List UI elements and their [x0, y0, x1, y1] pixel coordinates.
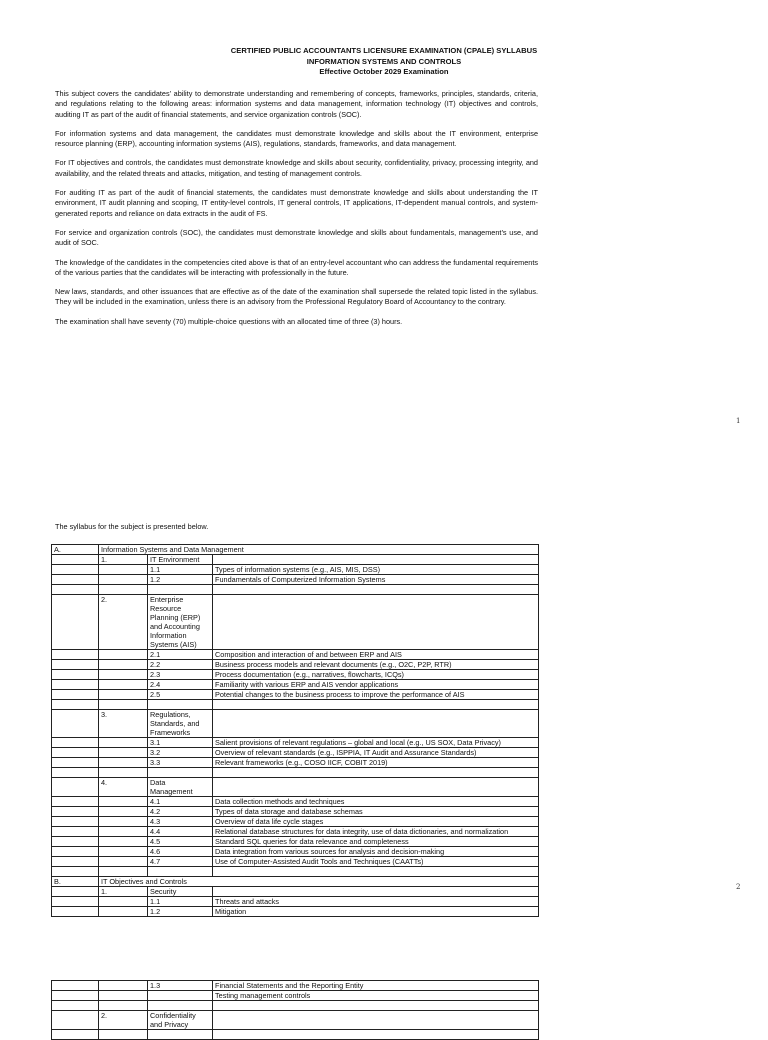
table-cell: IT Objectives and Controls: [99, 877, 539, 887]
table-cell: [52, 710, 99, 738]
table-row: [52, 545, 539, 555]
table-row: [52, 1001, 539, 1011]
table-row: [52, 1030, 539, 1040]
table-cell: [148, 1030, 213, 1040]
table-cell: 2.: [99, 1011, 148, 1030]
table-cell: [52, 807, 99, 817]
table-cell: [52, 555, 99, 565]
intro-paragraph: This subject covers the candidates’ ability to demonstrate understanding and remembering of concepts, frameworks, principles, standards, criteria, and regulations relating to the following areas: information systems and data management, information technology (IT) objectives and controls, auditing IT as part of the audit of financial statements, and service organization controls (SOC).: [55, 89, 538, 119]
table-cell: [52, 827, 99, 837]
table-cell: [148, 867, 213, 877]
table-cell: [213, 1001, 539, 1011]
table-cell: [99, 768, 148, 778]
table-cell: [52, 748, 99, 758]
table-cell: A.: [52, 545, 99, 555]
document-header: [0, 46, 768, 78]
table-cell: [99, 565, 148, 575]
table-cell: [99, 585, 148, 595]
table-row: [52, 817, 539, 827]
table-cell: [52, 778, 99, 797]
table-cell: Relevant frameworks (e.g., COSO IICF, COBIT 2019): [213, 758, 539, 768]
table-row: [52, 710, 539, 738]
table-row: [52, 595, 539, 650]
table-row: [52, 768, 539, 778]
table-cell: [99, 1001, 148, 1011]
table-row: [52, 991, 539, 1001]
table-cell: Use of Computer-Assisted Audit Tools and Techniques (CAATTs): [213, 857, 539, 867]
table-cell: [99, 827, 148, 837]
table-cell: [148, 768, 213, 778]
table-cell: [99, 907, 148, 917]
table-cell: [213, 710, 539, 738]
table-row: [52, 847, 539, 857]
table-cell: [99, 867, 148, 877]
table-row: [52, 797, 539, 807]
table-cell: Information Systems and Data Management: [99, 545, 539, 555]
table-cell: [99, 797, 148, 807]
table-cell: [213, 555, 539, 565]
table-row: [52, 758, 539, 768]
table-cell: [52, 595, 99, 650]
table-cell: [99, 1030, 148, 1040]
table-cell: Composition and interaction of and between ERP and AIS: [213, 650, 539, 660]
intro-paragraph: The knowledge of the candidates in the competencies cited above is that of an entry-level accountant who can address the fundamental requirements of the various parties that the candidates will be interacting with professionally in the future.: [55, 257, 538, 277]
table-cell: [52, 660, 99, 670]
table-cell: [99, 981, 148, 991]
table-cell: 2.: [99, 595, 148, 650]
table-row: [52, 690, 539, 700]
table-cell: 4.3: [148, 817, 213, 827]
table-cell: [52, 837, 99, 847]
table-cell: 3.2: [148, 748, 213, 758]
intro-section: [55, 89, 538, 336]
table-cell: 4.5: [148, 837, 213, 847]
table-cell: 4.: [99, 778, 148, 797]
table-cell: Regulations, Standards, and Frameworks: [148, 710, 213, 738]
table-cell: Data Management: [148, 778, 213, 797]
table-cell: 4.1: [148, 797, 213, 807]
table-cell: [52, 907, 99, 917]
table-cell: Standard SQL queries for data relevance and completeness: [213, 837, 539, 847]
table-cell: 1.: [99, 555, 148, 565]
table-cell: [52, 1011, 99, 1030]
page-number: 1: [736, 417, 741, 425]
table-cell: [99, 857, 148, 867]
table-row: [52, 981, 539, 991]
table-cell: 4.2: [148, 807, 213, 817]
table-row: [52, 857, 539, 867]
table-cell: Types of data storage and database schemas: [213, 807, 539, 817]
table-cell: [52, 847, 99, 857]
table-row: [52, 807, 539, 817]
table-cell: Confidentiality and Privacy: [148, 1011, 213, 1030]
table-row: [52, 565, 539, 575]
table-cell: [213, 778, 539, 797]
table-cell: [99, 807, 148, 817]
table-cell: [99, 700, 148, 710]
table-row: [52, 585, 539, 595]
table-cell: [99, 847, 148, 857]
table-cell: [148, 1001, 213, 1011]
table-row: [52, 680, 539, 690]
table-row: [52, 748, 539, 758]
syllabus-table-continued: [51, 980, 539, 1040]
table-cell: Process documentation (e.g., narratives, flowcharts, ICQs): [213, 670, 539, 680]
table-cell: [52, 585, 99, 595]
table-row: [52, 778, 539, 797]
table-cell: [99, 680, 148, 690]
table-row: [52, 670, 539, 680]
table-cell: [52, 897, 99, 907]
table-cell: [52, 650, 99, 660]
subject-title: INFORMATION SYSTEMS AND CONTROLS: [306, 56, 462, 66]
table-cell: Data collection methods and techniques: [213, 797, 539, 807]
table-cell: [52, 700, 99, 710]
syllabus-lead: The syllabus for the subject is presented below.: [55, 522, 209, 531]
table-cell: [213, 1030, 539, 1040]
table-row: [52, 1011, 539, 1030]
table-cell: [52, 758, 99, 768]
table-cell: [213, 768, 539, 778]
table-cell: Financial Statements and the Reporting Entity: [213, 981, 539, 991]
table-cell: [99, 748, 148, 758]
table-cell: [148, 700, 213, 710]
table-row: [52, 867, 539, 877]
table-cell: Salient provisions of relevant regulations – global and local (e.g., US SOX, Data Privacy): [213, 738, 539, 748]
table-cell: Testing management controls: [213, 991, 539, 1001]
table-cell: [52, 857, 99, 867]
table-cell: [99, 670, 148, 680]
table-cell: [99, 660, 148, 670]
table-cell: [52, 817, 99, 827]
intro-paragraph: For service and organization controls (SOC), the candidates must demonstrate knowledge and skills about fundamentals, management’s use, and audit of SOC.: [55, 227, 538, 248]
table-cell: Enterprise Resource Planning (ERP) and Accounting Information Systems (AIS): [148, 595, 213, 650]
table-cell: 3.3: [148, 758, 213, 768]
intro-paragraph: For IT objectives and controls, the candidates must demonstrate knowledge and skills about security, confidentiality, privacy, processing integrity, and availability, and the related threats and attacks, mitigation, and testing of management controls.: [55, 158, 538, 178]
table-cell: [213, 585, 539, 595]
table-cell: [99, 650, 148, 660]
intro-paragraph: For auditing IT as part of the audit of financial statements, the candidates must demonstrate knowledge and skills about understanding the IT environment, IT audit planning and scoping, IT entity-level controls, IT general controls, IT applications, IT-dependent manual controls, and system-generated reports and reliance on data extracts in the audit of FS.: [55, 188, 538, 218]
table-cell: Threats and attacks: [213, 897, 539, 907]
table-cell: [99, 575, 148, 585]
table-cell: 4.7: [148, 857, 213, 867]
table-cell: [213, 700, 539, 710]
table-cell: 4.6: [148, 847, 213, 857]
document-title: CERTIFIED PUBLIC ACCOUNTANTS LICENSURE EXAMINATION (CPALE) SYLLABUS: [230, 46, 538, 55]
table-cell: 3.: [99, 710, 148, 738]
table-cell: [213, 867, 539, 877]
table-row: [52, 660, 539, 670]
table-row: [52, 887, 539, 897]
table-cell: 1.1: [148, 565, 213, 575]
table-cell: Relational database structures for data integrity, use of data dictionaries, and normalization: [213, 827, 539, 837]
table-cell: Fundamentals of Computerized Information Systems: [213, 575, 539, 585]
table-cell: [52, 690, 99, 700]
table-cell: B.: [52, 877, 99, 887]
table-cell: [99, 991, 148, 1001]
syllabus-table: [51, 544, 539, 917]
table-row: [52, 650, 539, 660]
table-cell: [148, 585, 213, 595]
table-cell: [52, 670, 99, 680]
table-cell: [52, 1030, 99, 1040]
table-cell: [213, 887, 539, 897]
table-cell: 1.2: [148, 575, 213, 585]
table-row: [52, 575, 539, 585]
intro-paragraph: The examination shall have seventy (70) multiple-choice questions with an allocated time of three (3) hours.: [55, 316, 403, 326]
table-row: [52, 837, 539, 847]
table-cell: Overview of data life cycle stages: [213, 817, 539, 827]
table-cell: [99, 897, 148, 907]
table-cell: 2.5: [148, 690, 213, 700]
table-cell: Data integration from various sources for analysis and decision-making: [213, 847, 539, 857]
table-cell: [52, 797, 99, 807]
table-cell: 2.1: [148, 650, 213, 660]
table-cell: [52, 1001, 99, 1011]
table-cell: [148, 991, 213, 1001]
table-cell: 1.3: [148, 981, 213, 991]
table-row: [52, 700, 539, 710]
intro-paragraph: New laws, standards, and other issuances that are effective as of the date of the examination shall supersede the related topic listed in the syllabus. They will be included in the examination, unless there is an advisory from the Professional Regulatory Board of Accountancy to the contrary.: [55, 287, 538, 307]
table-cell: Familiarity with various ERP and AIS vendor applications: [213, 680, 539, 690]
table-cell: Types of information systems (e.g., AIS, MIS, DSS): [213, 565, 539, 575]
table-cell: Security: [148, 887, 213, 897]
table-cell: [99, 758, 148, 768]
table-cell: [52, 991, 99, 1001]
table-cell: IT Environment: [148, 555, 213, 565]
table-cell: 2.3: [148, 670, 213, 680]
table-row: [52, 827, 539, 837]
table-cell: 2.4: [148, 680, 213, 690]
table-cell: [52, 575, 99, 585]
table-row: [52, 555, 539, 565]
table-cell: 1.1: [148, 897, 213, 907]
table-cell: [99, 837, 148, 847]
table-cell: [213, 1011, 539, 1030]
table-cell: 4.4: [148, 827, 213, 837]
page-number: 2: [736, 883, 741, 891]
table-row: [52, 907, 539, 917]
table-cell: 3.1: [148, 738, 213, 748]
table-cell: [52, 680, 99, 690]
table-cell: 2.2: [148, 660, 213, 670]
table-cell: [52, 565, 99, 575]
table-cell: [52, 867, 99, 877]
table-cell: Business process models and relevant documents (e.g., O2C, P2P, RTR): [213, 660, 539, 670]
table-row: [52, 738, 539, 748]
table-cell: [99, 690, 148, 700]
table-cell: Overview of relevant standards (e.g., ISPPIA, IT Audit and Assurance Standards): [213, 748, 539, 758]
table-cell: 1.2: [148, 907, 213, 917]
table-cell: [52, 887, 99, 897]
table-cell: [52, 738, 99, 748]
table-cell: [52, 768, 99, 778]
table-cell: Mitigation: [213, 907, 539, 917]
table-row: [52, 897, 539, 907]
effective-date: Effective October 2029 Examination: [319, 67, 449, 76]
table-cell: [99, 817, 148, 827]
table-cell: [99, 738, 148, 748]
table-cell: [52, 981, 99, 991]
table-cell: [213, 595, 539, 650]
table-row: [52, 877, 539, 887]
table-cell: Potential changes to the business process to improve the performance of AIS: [213, 690, 539, 700]
intro-paragraph: For information systems and data management, the candidates must demonstrate knowledge and skills about the IT environment, enterprise resource planning (ERP), accounting information systems (AIS), regulations, standards, frameworks, and data management.: [55, 128, 538, 149]
table-cell: 1.: [99, 887, 148, 897]
